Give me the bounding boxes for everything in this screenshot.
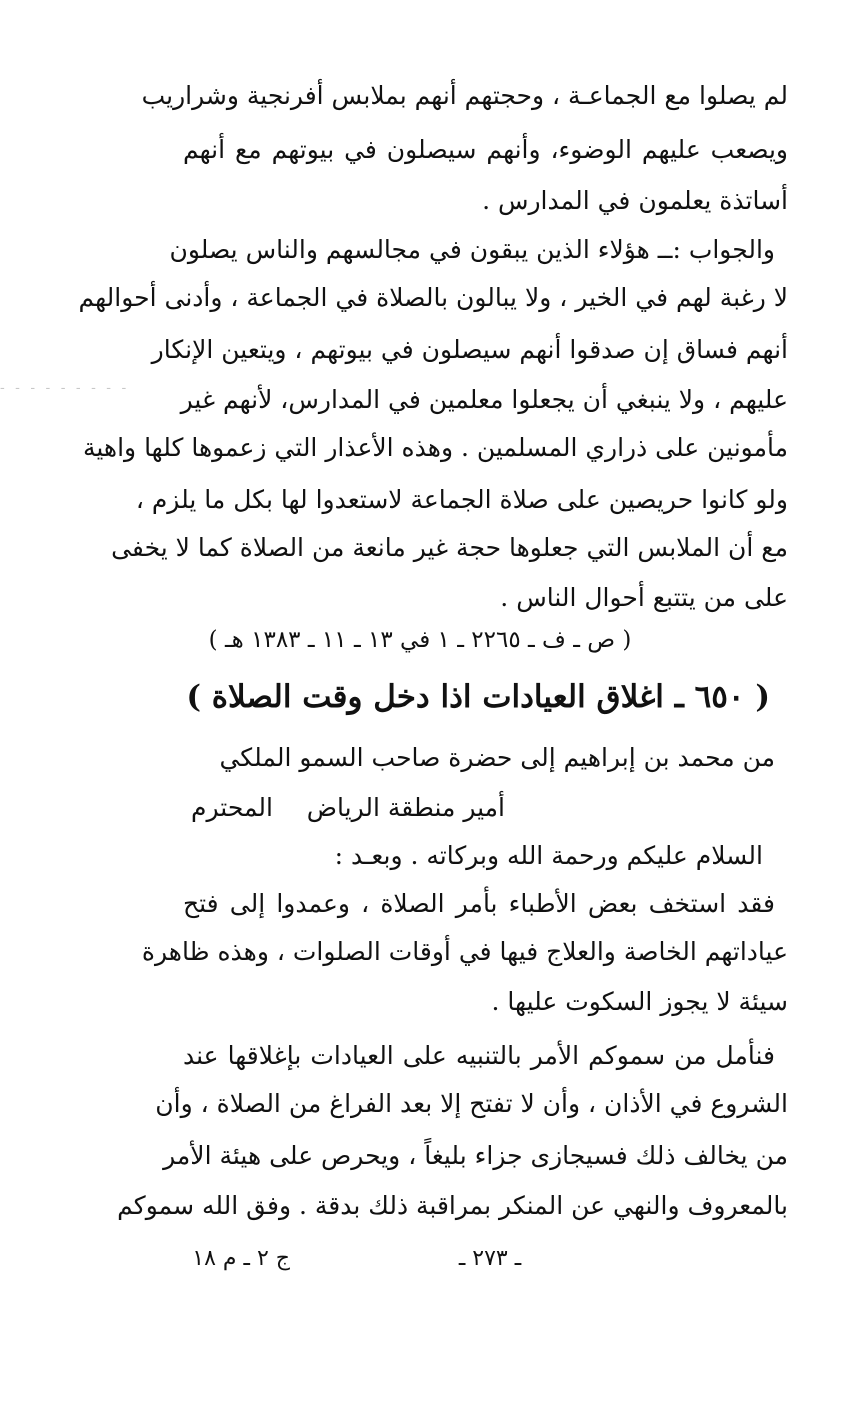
page-number: ـ ٢٧٣ ـ [458, 1246, 522, 1271]
body-line: بالمعروف والنهي عن المنكر بمراقبة ذلك بدقة . وفق الله سموكم [117, 1191, 788, 1220]
mark-left: - - - - - - - - - [0, 380, 130, 396]
answer-line: مأمونين على ذراري المسلمين . وهذه الأعذار التي زعموها كلها واهية [82, 433, 788, 462]
body-line: فقد استخف بعض الأطباء بأمر الصلاة ، وعمدوا إلى فتح [183, 889, 775, 918]
answer-line: عليهم ، ولا ينبغي أن يجعلوا معلمين في المدارس، لأنهم غير [180, 385, 788, 414]
text-line: أساتذة يعلمون في المدارس . [482, 186, 788, 215]
addressee: أمير منطقة الرياض [306, 793, 505, 822]
greeting: السلام عليكم ورحمة الله وبركاته . وبعـد : [334, 841, 763, 870]
text-line: لم يصلوا مع الجماعـة ، وحجتهم أنهم بملابس أفرنجية وشراريب [141, 81, 788, 110]
answer-line: ولو كانوا حريصين على صلاة الجماعة لاستعدوا لها بكل ما يلزم ، [135, 485, 788, 514]
answer-line: لا رغبة لهم في الخير ، ولا يبالون بالصلاة في الجماعة ، وأدنى أحوالهم [78, 283, 788, 312]
body-line: سيئة لا يجوز السكوت عليها . [491, 987, 788, 1016]
text-line: ويصعب عليهم الوضوء، وأنهم سيصلون في بيوتهم مع أنهم [183, 135, 788, 164]
body-line: فنأمل من سموكم الأمر بالتنبيه على العيادات بإغلاقها عند [183, 1041, 775, 1070]
answer-line: والجواب :ــ هؤلاء الذين يبقون في مجالسهم والناس يصلون [169, 235, 775, 264]
from-line: من محمد بن إبراهيم إلى حضرة صاحب السمو الملكي [219, 743, 775, 772]
answer-line: أنهم فساق إن صدقوا أنهم سيصلون في بيوتهم ، ويتعين الإنكار [151, 335, 788, 364]
answer-line: مع أن الملابس التي جعلوها حجة غير مانعة من الصلاة كما لا يخفى [111, 533, 788, 562]
fatwa-reference: ( ص ـ ف ـ ٢٢٦٥ ـ ١ في ١٣ ـ ١١ ـ ١٣٨٣ هـ ) [208, 627, 632, 653]
body-line: الشروع في الأذان ، وأن لا تفتح إلا بعد الفراغ من الصلاة ، وأن [155, 1089, 788, 1118]
answer-line: على من يتتبع أحوال الناس . [500, 583, 788, 612]
addressee-honorific: المحترم [191, 793, 273, 822]
volume-signature: ج ٢ ـ م ١٨ [192, 1246, 290, 1271]
body-line: عياداتهم الخاصة والعلاج فيها في أوقات الصلوات ، وهذه ظاهرة [141, 937, 788, 966]
section-heading: ( ٦٥٠ ـ اغلاق العيادات اذا دخل وقت الصلاة ) [186, 679, 770, 715]
body-line: من يخالف ذلك فسيجازى جزاء بليغاً ، ويحرص على هيئة الأمر [163, 1141, 788, 1170]
